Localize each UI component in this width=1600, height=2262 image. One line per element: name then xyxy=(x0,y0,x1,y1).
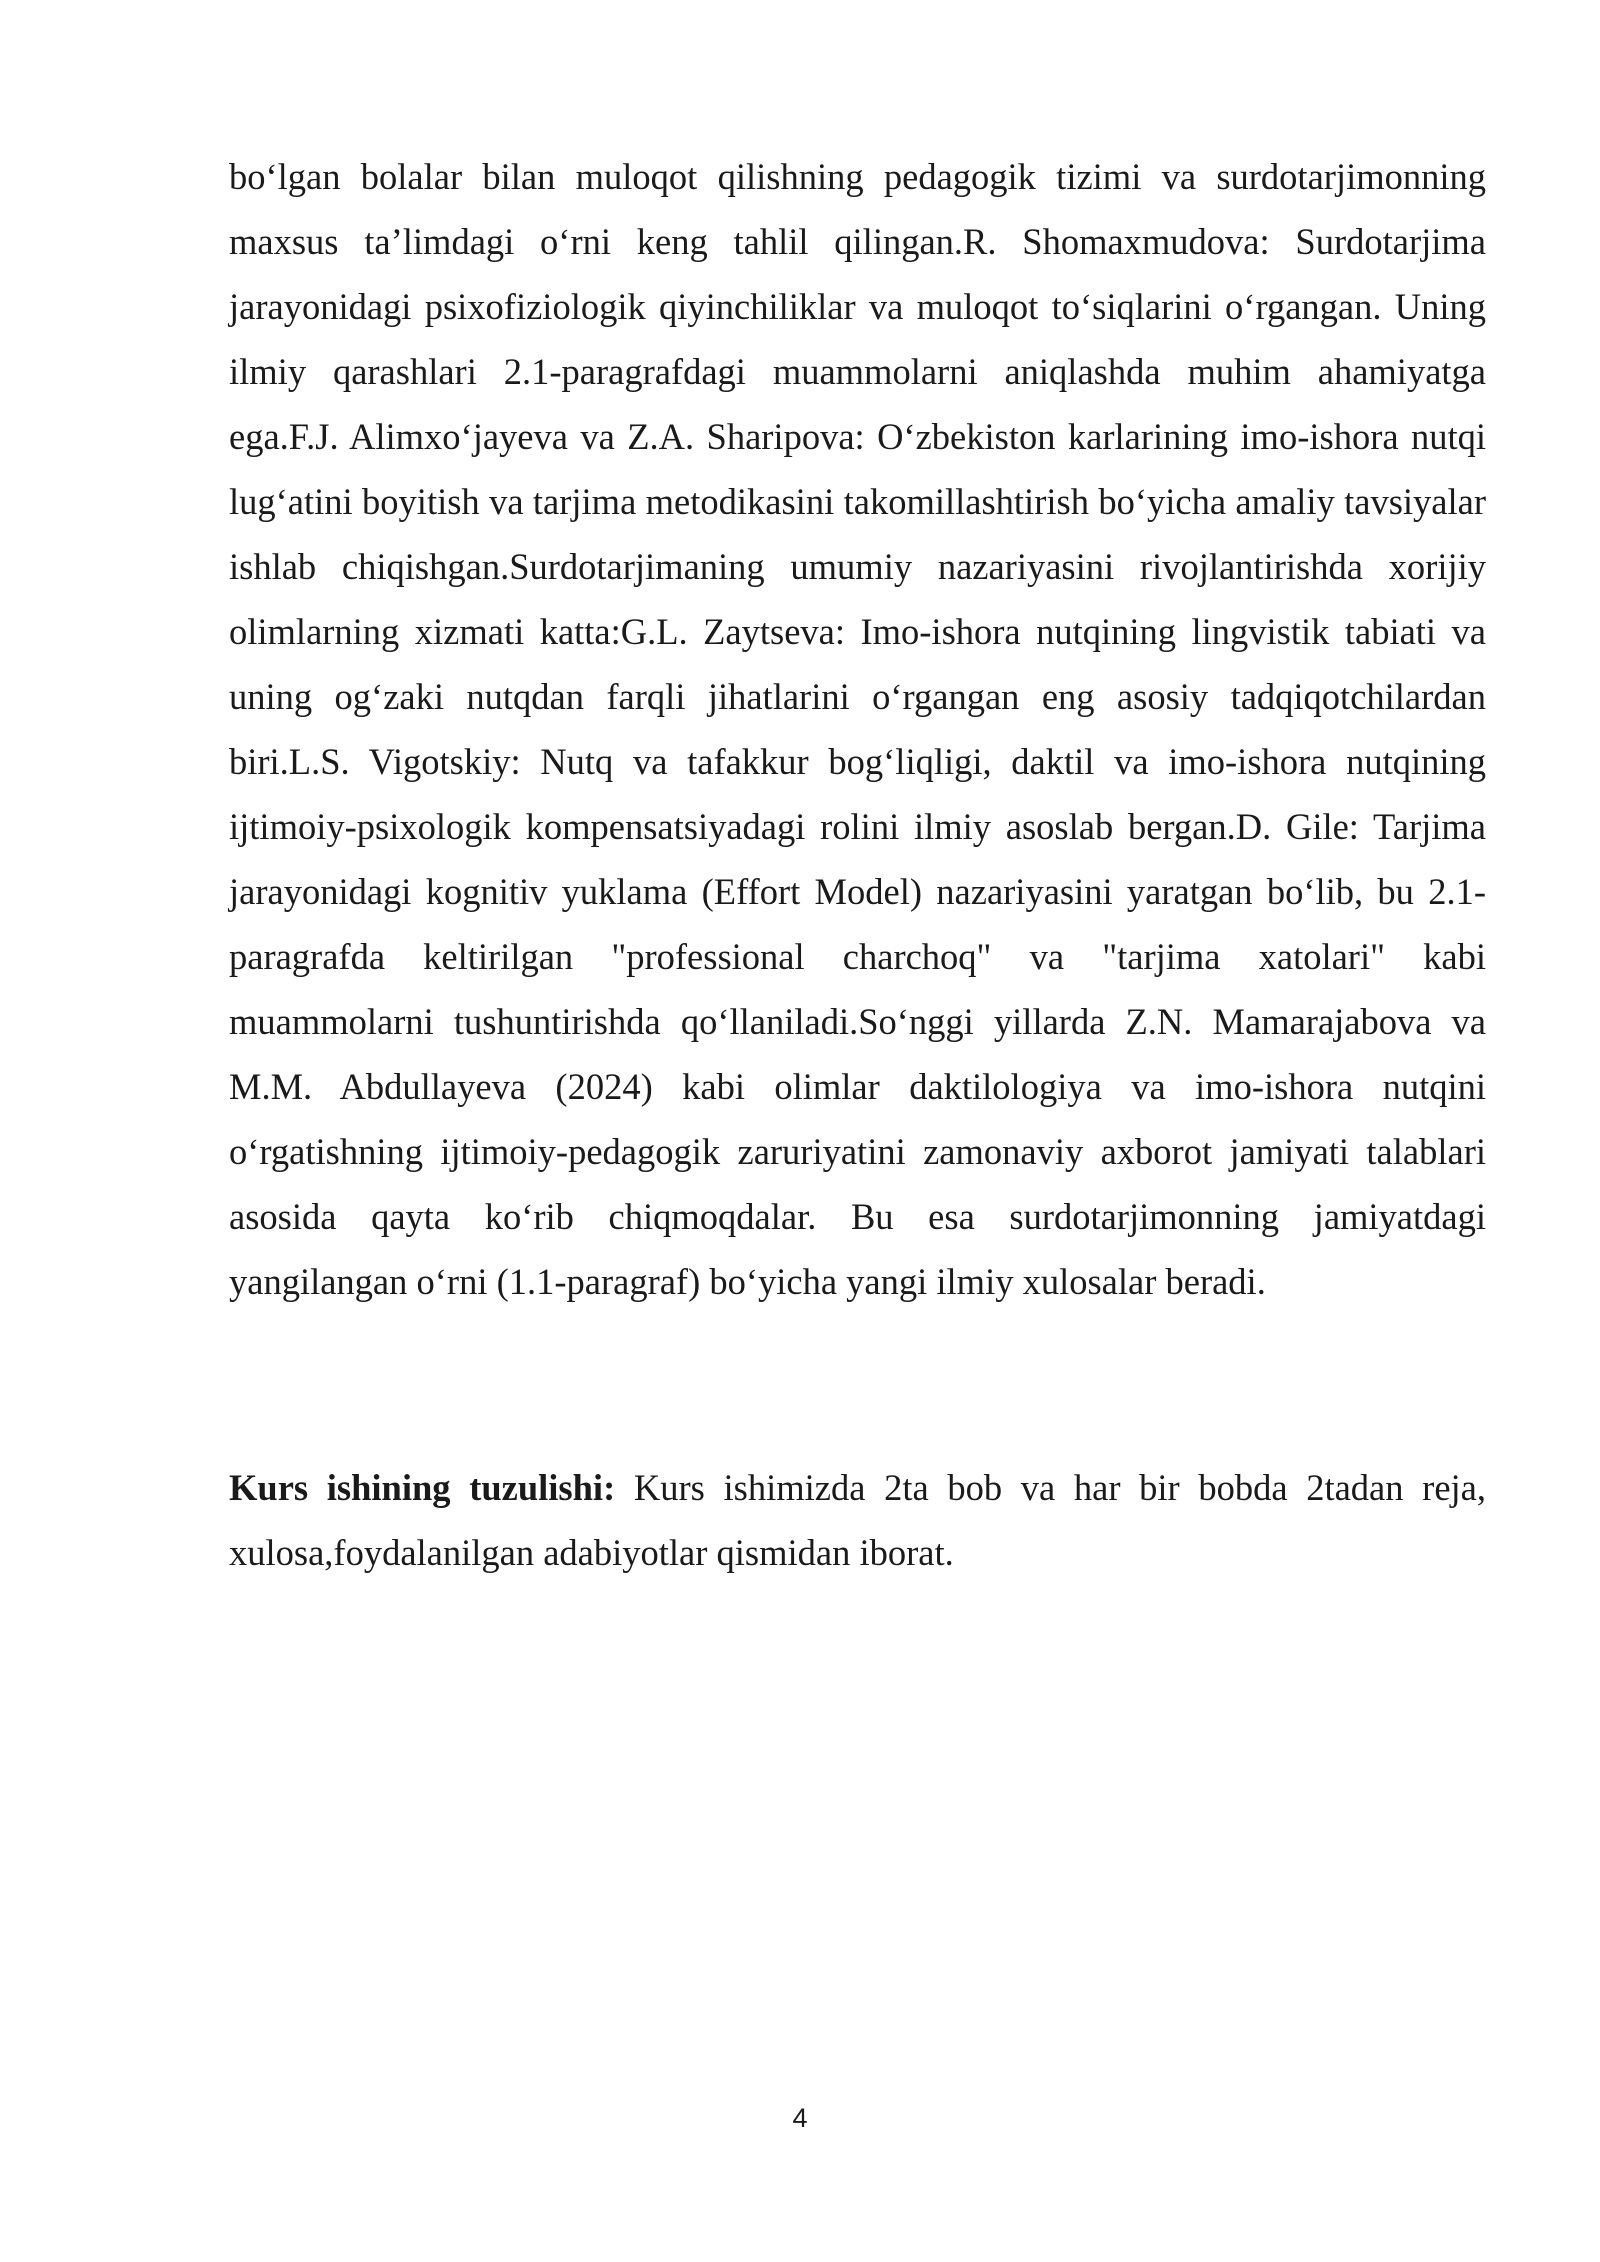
course-structure-paragraph xyxy=(229,1455,1486,1585)
body-paragraph: bo‘lgan bolalar bilan muloqot qilishning pedagogik tizimi va surdotarjimonning maxsus ta’limdagi o‘rni keng tahlil qilingan.R. Shomaxmudova: Surdotarjima jarayonidagi psixofiziologik qiyinchiliklar va muloqot to‘siqlarini o‘rgangan. Uning ilmiy qarashlari 2.1-paragrafdagi muammolarni aniqlashda muhim ahamiyatga ega.F.J. Alimxo‘jayeva va Z.A. Sharipova: O‘zbekiston karlarining imo-ishora nutqi lug‘atini boyitish va tarjima metodikasini takomillashtirish bo‘yicha amaliy tavsiyalar ishlab chiqishgan.Surdotarjimaning umumiy nazariyasini rivojlantirishda xorijiy olimlarning xizmati katta:G.L. Zaytseva: Imo-ishora nutqining lingvistik tabiati va uning og‘zaki nutqdan farqli jihatlarini o‘rgangan eng asosiy tadqiqotchilardan biri.L.S. Vigotskiy: Nutq va tafakkur bog‘liqligi, daktil va imo-ishora nutqining ijtimoiy-psixologik kompensatsiyadagi rolini ilmiy asoslab bergan.D. Gile: Tarjima jarayonidagi kognitiv yuklama (Effort Model) nazariyasini yaratgan bo‘lib, bu 2.1-paragrafda keltirilgan "professional charchoq" va "tarjima xatolari" kabi muammolarni tushuntirishda qo‘llaniladi.So‘nggi yillarda Z.N. Mamarajabova va M.M. Abdullayeva (2024) kabi olimlar daktilologiya va imo-ishora nutqini o‘rgatishning ijtimoiy-pedagogik zaruriyatini zamonaviy axborot jamiyati talablari asosida qayta ko‘rib chiqmoqdalar. Bu esa surdotarjimonning jamiyatdagi yangilangan o‘rni (1.1-paragraf) bo‘yicha yangi ilmiy xulosalar beradi. xyxy=(229,156,1486,1302)
course-structure-heading: Kurs ishining tuzulishi: xyxy=(229,1467,616,1508)
page-number: 4 xyxy=(792,2103,808,2133)
course-structure-text: Kurs ishimizda 2ta bob va har bir bobda 2tadan reja, xulosa,foydalanilgan adabiyotlar qismidan iborat. xyxy=(229,1467,1486,1573)
